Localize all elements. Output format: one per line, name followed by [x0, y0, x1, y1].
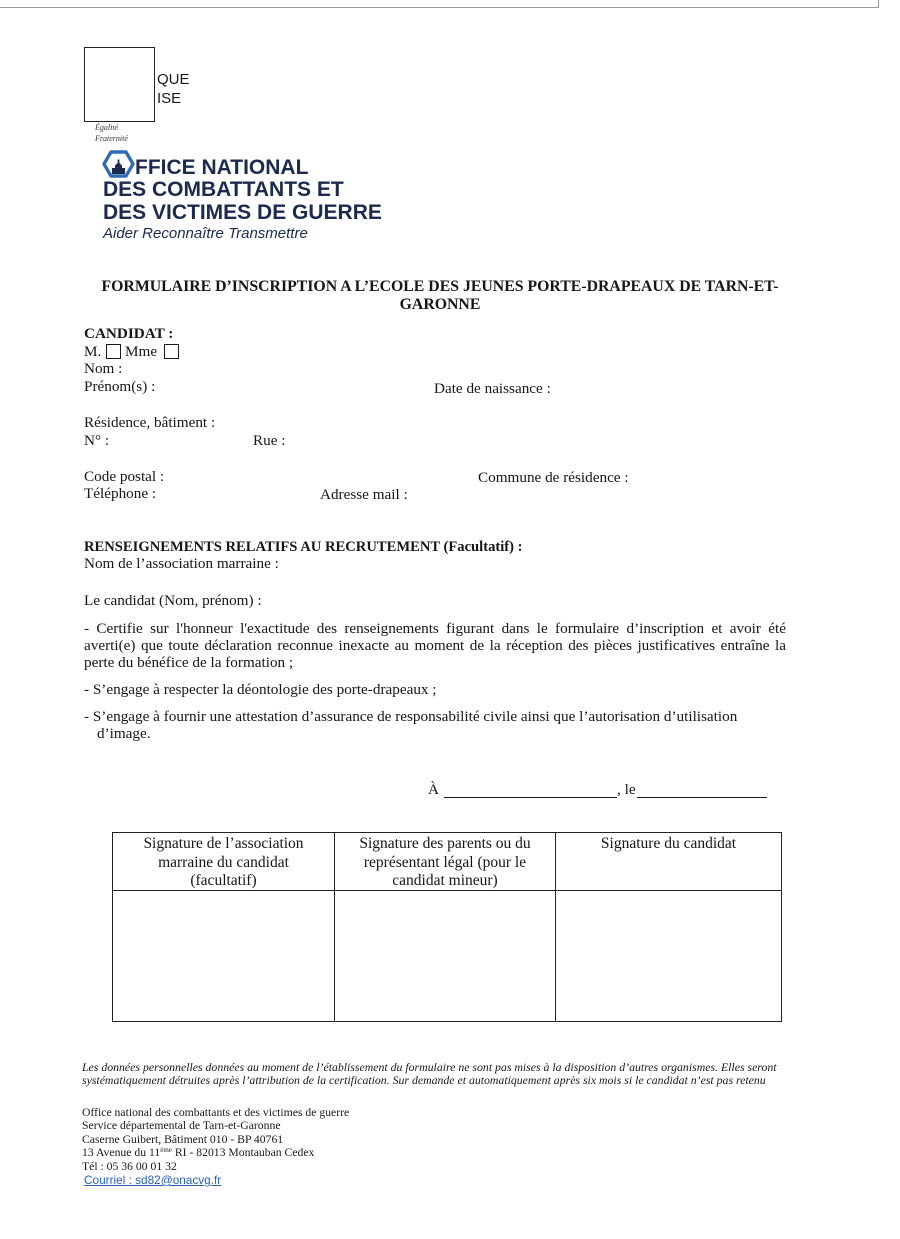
- scan-top-rule: [0, 7, 878, 8]
- first-names-label: Prénom(s) :: [84, 378, 156, 395]
- commitment-insurance-line: - S’engage à fournir une attestation d’assurance de responsabilité civile ainsi que l’autorisation d’utilisation: [84, 708, 738, 725]
- certify-line: - Certifie sur l'honneur l'exactitude des renseignements figurant dans le formulaire d’inscription et avoir été: [84, 620, 786, 637]
- privacy-footnote-line: systématiquement détruites après l’attribution de la certification. Sur demande et automatiquement après six mois si le candidat n’est pas retenu: [82, 1072, 766, 1087]
- republic-logo-box: [84, 47, 155, 122]
- association-label: Nom de l’association marraine :: [84, 555, 279, 572]
- certify-line: averti(e) que toute déclaration reconnue inexacte au moment de la réception des pièces justificatives entraîne la: [84, 637, 786, 654]
- postal-code-label: Code postal :: [84, 468, 165, 485]
- birth-date-label: Date de naissance :: [434, 380, 551, 397]
- republic-logo-text-line: QUE: [157, 71, 190, 88]
- phone-label: Téléphone :: [84, 485, 157, 502]
- contact-street-sup: ème: [160, 1146, 172, 1155]
- contact-street-suffix: RI - 82013 Montauban Cedex: [171, 1146, 315, 1160]
- agency-name-line: DES VICTIMES DE GUERRE: [103, 201, 382, 224]
- city-label: Commune de résidence :: [478, 469, 629, 486]
- signature-box-association: [113, 891, 335, 1021]
- contact-email-link[interactable]: Courriel : sd82@onacvg.fr: [84, 1173, 222, 1187]
- email-label: Adresse mail :: [320, 486, 408, 503]
- date-label: , le: [617, 781, 636, 798]
- commitment-insurance-line: d’image.: [97, 725, 151, 742]
- recruitment-section-heading: RENSEIGNEMENTS RELATIFS AU RECRUTEMENT (Facultatif) :: [84, 539, 523, 555]
- signature-header-candidate: Signature du candidat: [556, 833, 781, 891]
- agency-name-line: DES COMBATTANTS ET: [103, 178, 344, 201]
- commitment-ethics: - S’engage à respecter la déontologie des porte-drapeaux ;: [84, 681, 437, 698]
- signature-header-association: Signature de l’association marraine du candidat (facultatif): [113, 833, 335, 891]
- agency-name-line: FFICE NATIONAL: [135, 156, 309, 179]
- candidate-section-heading: CANDIDAT :: [84, 325, 174, 342]
- civility-mr-label: M.: [84, 343, 102, 360]
- street-label: Rue :: [253, 432, 286, 449]
- civility-mrs-checkbox[interactable]: [164, 344, 179, 359]
- date-blank: [637, 781, 767, 798]
- signature-table: [112, 832, 782, 1022]
- place-label: À: [428, 781, 439, 798]
- contact-phone: Tél : 05 36 00 01 32: [82, 1159, 177, 1173]
- republic-logo-text-line: ISE: [157, 90, 182, 107]
- civility-mr-checkbox[interactable]: [106, 344, 121, 359]
- privacy-footnote-line: Les données personnelles données au moment de l’établissement du formulaire ne sont pas mises à la disposition d’autres organismes. Elles seront: [82, 1060, 777, 1074]
- contact-street-prefix: 13 Avenue du 11: [82, 1146, 161, 1160]
- civility-mrs-label: Mme: [125, 343, 158, 360]
- last-name-label: Nom :: [84, 360, 123, 377]
- signature-header-parents: Signature des parents ou du représentant légal (pour le candidat mineur): [335, 833, 556, 891]
- onac-logo-icon: [102, 150, 135, 178]
- scan-corner-mark: [878, 0, 879, 8]
- form-title-line: FORMULAIRE D’INSCRIPTION A L’ECOLE DES JEUNES PORTE-DRAPEAUX DE TARN-ET-: [101, 278, 779, 295]
- form-title-line: GARONNE: [399, 296, 481, 313]
- street-number-label: N° :: [84, 432, 110, 449]
- signature-box-candidate: [556, 891, 781, 1021]
- motto-line: Égalité: [95, 123, 119, 132]
- contact-street: [82, 1146, 314, 1159]
- motto-line: Fraternité: [95, 134, 128, 143]
- certify-line: perte du bénéfice de la formation ;: [84, 654, 294, 671]
- signature-box-parents: [335, 891, 556, 1021]
- contact-line: Office national des combattants et des victimes de guerre: [82, 1106, 350, 1119]
- residence-label: Résidence, bâtiment :: [84, 414, 216, 431]
- place-blank: [444, 781, 617, 798]
- contact-line: Caserne Guibert, Bâtiment 010 - BP 40761: [82, 1132, 284, 1146]
- candidate-name-label: Le candidat (Nom, prénom) :: [84, 592, 262, 609]
- contact-line: Service départemental de Tarn-et-Garonne: [82, 1119, 281, 1133]
- agency-tagline: Aider Reconnaître Transmettre: [103, 225, 308, 242]
